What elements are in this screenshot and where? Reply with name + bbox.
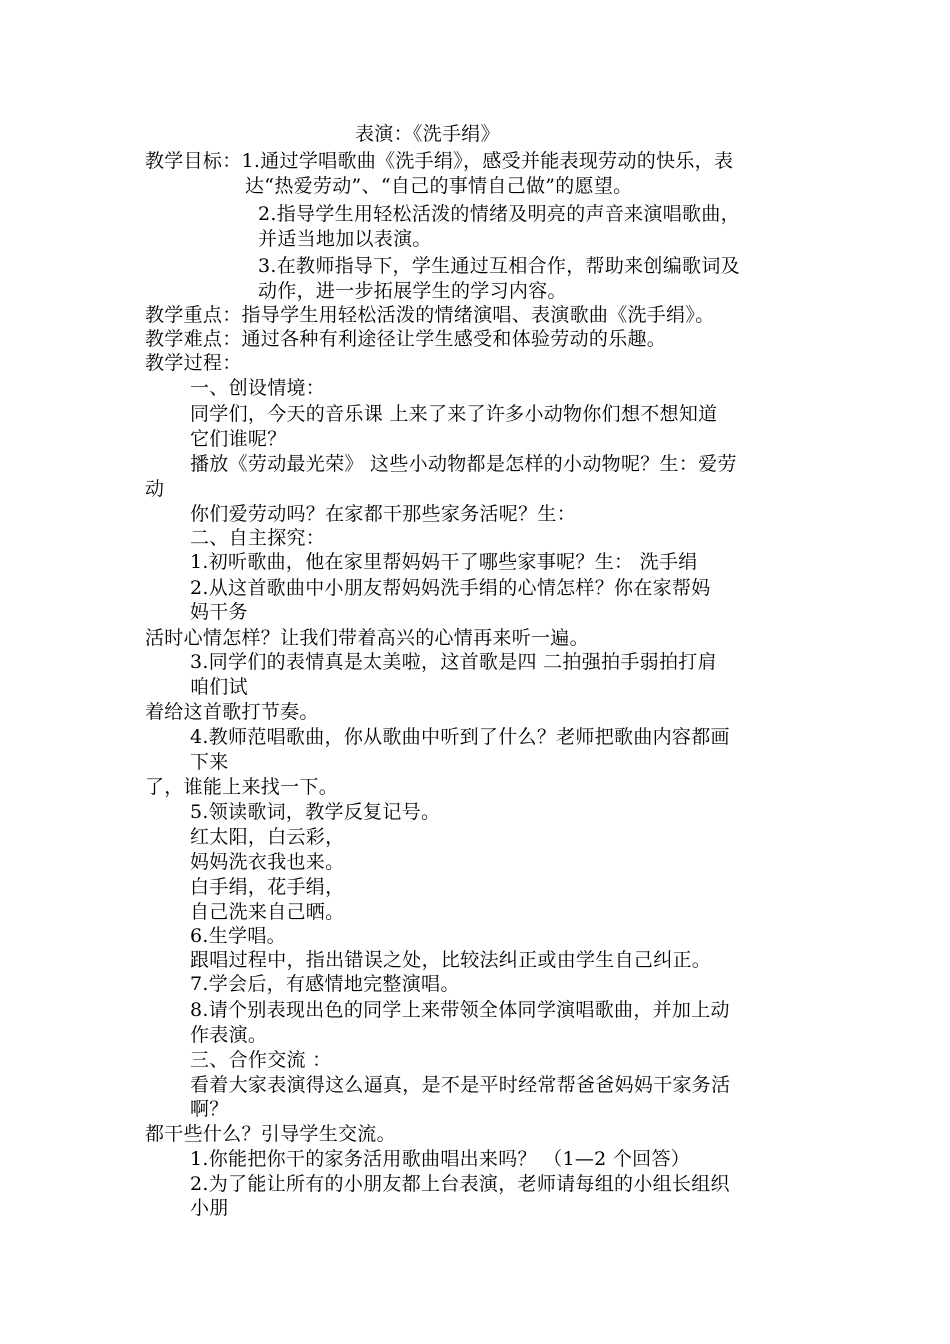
body-line: 它们谁呢？: [190, 428, 287, 450]
body-line: 动: [145, 478, 165, 500]
goal-2-line-2: 并适当地加以表演。: [258, 228, 432, 250]
body-line: 7.学会后，有感情地完整演唱。: [190, 973, 460, 995]
difficulty: 教学难点：通过各种有利途径让学生感受和体验劳动的乐趣。: [145, 328, 667, 350]
body-line: 1.初听歌曲，他在家里帮妈妈干了哪些家事呢？生： 洗手绢: [190, 551, 698, 573]
body-line: 3.同学们的表情真是太美啦，这首歌是四 二拍强拍手弱拍打肩: [190, 651, 717, 673]
lyric-line: 妈妈洗衣我也来。: [190, 851, 345, 873]
body-line: 都干些什么？引导学生交流。: [145, 1123, 396, 1145]
body-line: 1.你能把你干的家务活用歌曲唱出来吗？ （1—2 个回答）: [190, 1148, 691, 1170]
body-line: 看着大家表演得这么逼真，是不是平时经常帮爸爸妈妈干家务活: [190, 1074, 731, 1096]
body-line: 2.从这首歌曲中小朋友帮妈妈洗手绢的心情怎样？你在家帮妈: [190, 577, 711, 599]
body-line: 4.教师范唱歌曲，你从歌曲中听到了什么？老师把歌曲内容都画: [190, 726, 730, 748]
lyric-line: 自己洗来自己晒。: [190, 901, 345, 923]
body-line: 5.领读歌词，教学反复记号。: [190, 801, 441, 823]
goals-label: 教学目标：: [145, 150, 242, 172]
process-label: 教学过程：: [145, 352, 242, 374]
body-line: 活时心情怎样？让我们带着高兴的心情再来听一遍。: [145, 627, 589, 649]
goal-2-line-1: 2.指导学生用轻松活泼的情绪及明亮的声音来演唱歌曲，: [258, 203, 740, 225]
body-line: 啊？: [190, 1098, 229, 1120]
goal-1-line-1: 1.通过学唱歌曲《洗手绢》，感受并能表现劳动的快乐，表: [241, 150, 734, 172]
goal-3-line-2: 动作，进一步拓展学生的学习内容。: [258, 280, 567, 302]
document-title: 表演：《洗手绢》: [355, 123, 500, 145]
key-point: 教学重点：指导学生用轻松活泼的情绪演唱、表演歌曲《洗手绢》。: [145, 304, 715, 326]
body-line: 作表演。: [190, 1024, 268, 1046]
body-line: 妈干务: [190, 601, 248, 623]
body-line: 2.为了能让所有的小朋友都上台表演，老师请每组的小组长组织: [190, 1173, 730, 1195]
goal-1-line-2: 达“热爱劳动”、“自己的事情自己做”的愿望。: [245, 175, 633, 197]
body-line: 你们爱劳动吗？在家都干那些家务活呢？生：: [190, 503, 577, 525]
lyric-line: 白手绢，花手绢，: [190, 876, 345, 898]
body-line: 小朋: [190, 1197, 229, 1219]
body-line: 了，谁能上来找一下。: [145, 776, 339, 798]
goal-3-line-1: 3.在教师指导下，学生通过互相合作，帮助来创编歌词及: [258, 255, 740, 277]
lyric-line: 红太阳，白云彩，: [190, 826, 345, 848]
body-line: 同学们，今天的音乐课 上来了来了许多小动物你们想不想知道: [190, 403, 718, 425]
body-line: 播放《劳动最光荣》 这些小动物都是怎样的小动物呢？生：爱劳: [190, 453, 737, 475]
section-heading-2: 二、自主探究：: [190, 527, 326, 549]
body-line: 6.生学唱。: [190, 925, 286, 947]
body-line: 8.请个别表现出色的同学上来带领全体同学演唱歌曲，并加上动: [190, 999, 730, 1021]
body-line: 咱们试: [190, 676, 248, 698]
body-line: 着给这首歌打节奏。: [145, 701, 319, 723]
body-line: 跟唱过程中，指出错误之处，比较法纠正或由学生自己纠正。: [190, 949, 712, 971]
section-heading-3: 三、合作交流 ：: [190, 1049, 332, 1071]
section-heading-1: 一、创设情境：: [190, 377, 326, 399]
goals-line: [145, 149, 733, 174]
body-line: 下来: [190, 751, 229, 773]
